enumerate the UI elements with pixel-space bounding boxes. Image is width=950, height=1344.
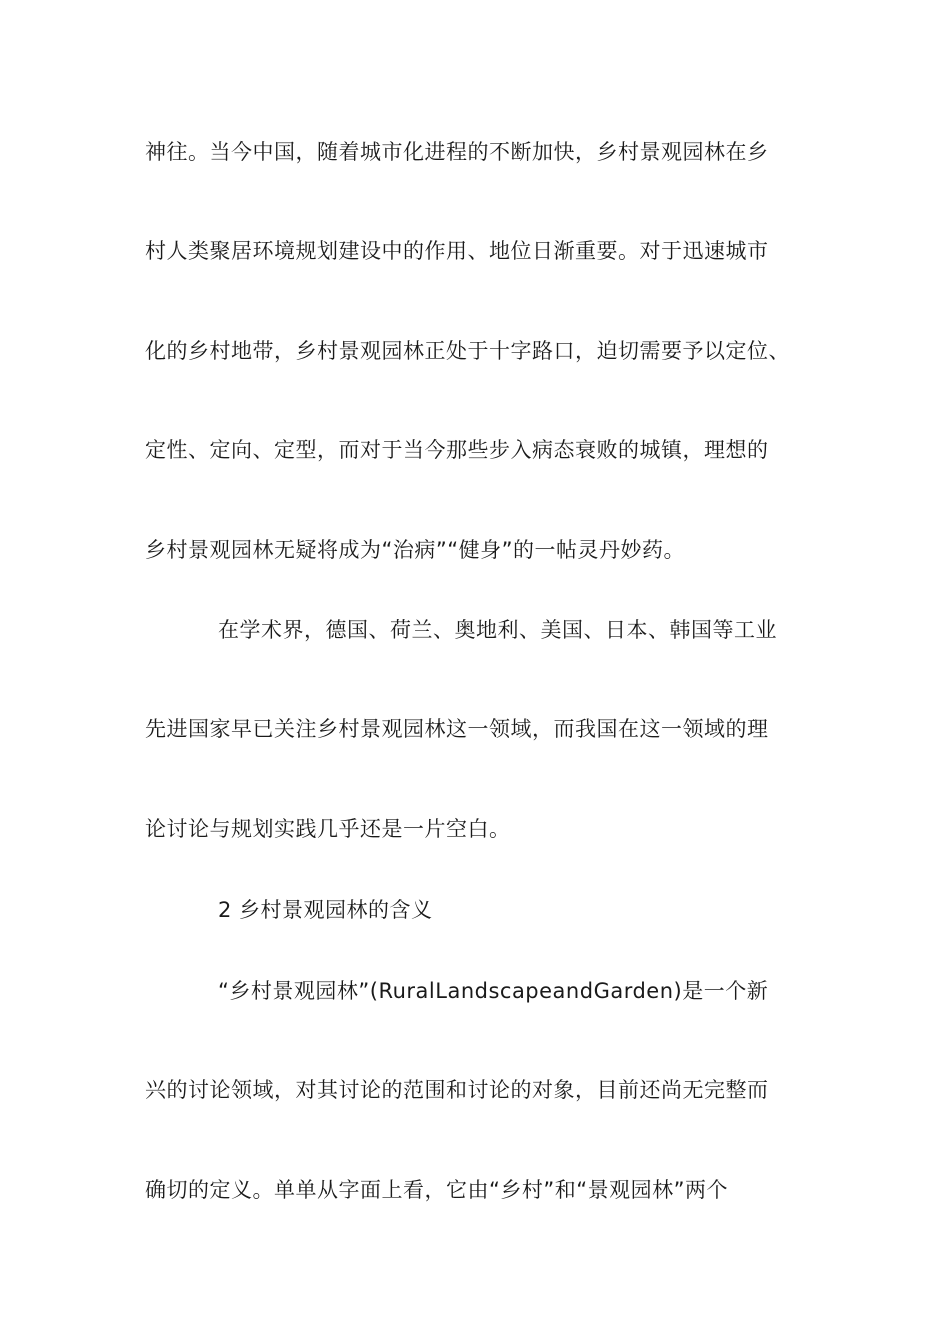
paragraph-line: 村人类聚居环境规划建设中的作用、地位日渐重要。对于迅速城市	[145, 239, 769, 263]
paragraph-line: 化的乡村地带，乡村景观园林正处于十字路口，迫切需要予以定位、	[145, 339, 790, 363]
paragraph-line: 乡村景观园林无疑将成为“治病”“健身”的一帖灵丹妙药。	[145, 538, 686, 562]
paragraph-line: 兴的讨论领域，对其讨论的范围和讨论的对象，目前还尚无完整而	[145, 1078, 769, 1102]
paragraph-line: 定性、定向、定型，而对于当今那些步入病态衰败的城镇，理想的	[145, 438, 769, 462]
paragraph-line: “乡村景观园林”(RuralLandscapeandGarden)是一个新	[218, 979, 769, 1003]
paragraph-line: 在学术界，德国、荷兰、奥地利、美国、日本、韩国等工业	[218, 618, 777, 642]
paragraph-line: 神往。当今中国，随着城市化进程的不断加快，乡村景观园林在乡	[145, 140, 769, 164]
paragraph-line: 论讨论与规划实践几乎还是一片空白。	[145, 817, 511, 841]
paragraph-line: 确切的定义。单单从字面上看，它由“乡村”和“景观园林”两个	[145, 1178, 729, 1202]
paragraph-line: 先进国家早已关注乡村景观园林这一领域，而我国在这一领域的理	[145, 717, 769, 741]
section-heading: 2 乡村景观园林的含义	[218, 898, 433, 922]
